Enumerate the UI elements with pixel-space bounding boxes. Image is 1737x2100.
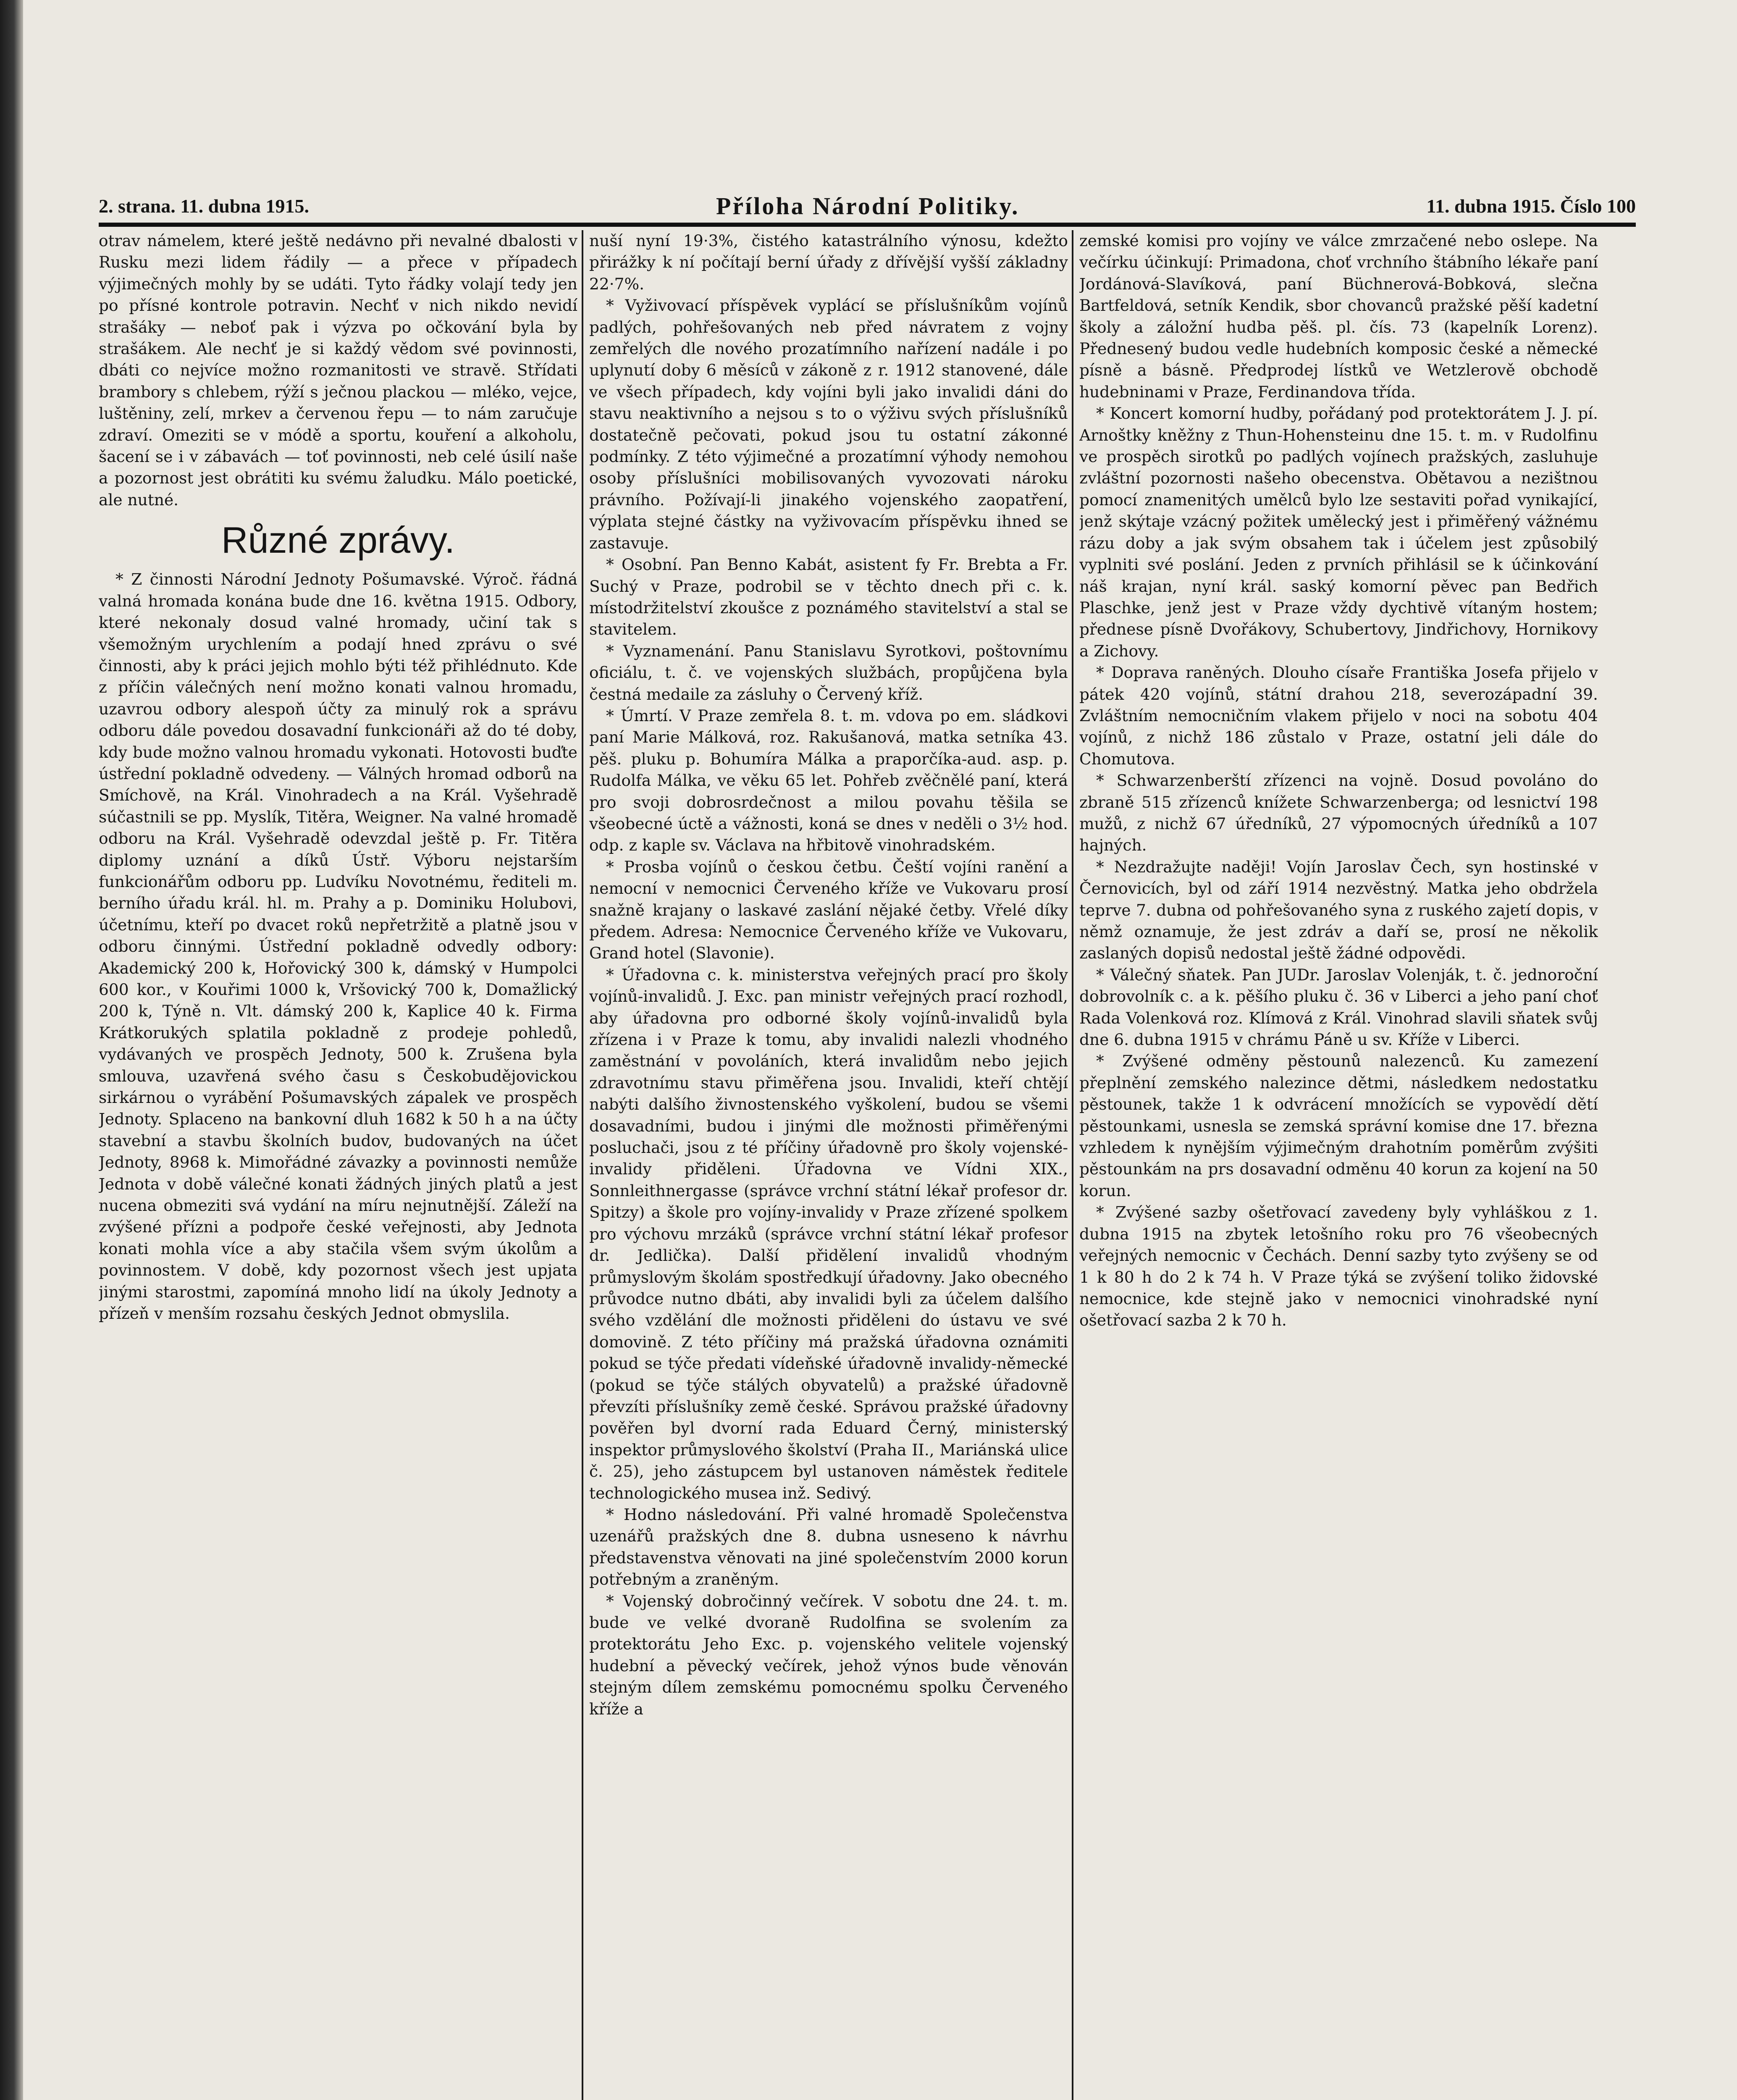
header-date-right: 11. dubna 1915. Číslo 100 [1426, 195, 1636, 217]
article-paragraph: zemské komisi pro vojíny ve válce zmrzačené nebo oslepe. Na večírku účinkují: Primadona, choť vrchního štábního lékaře paní Jordánová-Slavíková, paní Büchnerová-Bobková, slečna Bartfeldová, setník Kendik, sbor chovanců pražské pěší kadetní školy a záložní hudba pěš. pl. čís. 73 (kapelník Lorenz). Přednesený budou vedle hudebních komposic české a německé písně a básně. Předprodej lístků ve Wetzlerově obchodě hudebninami v Praze, Ferdinandova třída. [1079, 231, 1598, 401]
scan-edge [0, 0, 23, 2100]
article-paragraph: * Hodno následování. Při valné hromadě Společenstva uzenářů pražských dne 8. dubna usneseno k návrhu představenstva věnovati na jiné společenstvím 2000 korun potřebným a zraněným. [589, 1505, 1068, 1589]
header-date-left: 2. strana. 11. dubna 1915. [99, 195, 310, 217]
article-paragraph: * Úřadovna c. k. ministerstva veřejných prací pro školy vojínů-invalidů. J. Exc. pan ministr veřejných prací rozhodl, aby úřadovna pro odborné školy vojínů-invalidů byla zřízena i v Praze k tomu, aby invalidi nalezli vhodného zaměstnání v povoláních, která invalidům nebo jejich zdravotnímu stavu přiměřena jsou. Invalidi, kteří chtějí nabýti dalšího živnostenského vyškolení, budou se všemi dosavadními, budou i jinými dle možnosti přiměřenými posluchači, jsou z té příčiny úřadovně pro školy vojenské-invalidy přiděleni. Úřadovna ve Vídni XIX., Sonnleithnergasse (správce vrchní státní lékař profesor dr. Spitzy) a škole pro vojíny-invalidy v Praze zřízené spolkem pro výchovu mrzáků (správce vrchní státní lékař profesor dr. Jedlička). Další přidělení invalidů vhodným průmyslovým školám spostředkují úřadovny. Jako obecného průvodce nutno dbáti, aby invalidi byli za účelem dalšího svého vzdělání dle možnosti přiděleni do ústavu ve své domovině. Z této příčiny má pražská úřadovna oznámiti pokud se týče předati vídeňské úřadovně invalidy-německé (pokud se týče stálých obyvatelů) a pražské úřadovně převzíti příslušníky země české. Správou pražské úřadovny pověřen byl dvorní rada Eduard Černý, ministerský inspektor průmyslového školství (Praha II., Mariánská ulice č. 25), jeho zástupcem byl ustanoven náměstek ředitele technologického musea inž. Sedivý. [589, 965, 1068, 1502]
article-paragraph: * Nezdražujte naději! Vojín Jaroslav Čech, syn hostinské v Černovicích, byl od září 1914 nezvěstný. Matka jeho obdržela teprve 7. dubna od pohřešovaného syna z ruského zajetí dopis, v němž oznamuje, že jest zdráv a daří se, prosí ne několik zaslaných dopisů nedostal ještě žádné odpovědi. [1079, 857, 1598, 963]
page-header [99, 191, 1636, 220]
column-3 [1079, 230, 1598, 2100]
section-heading: Různé zprávy. [221, 519, 455, 561]
article-paragraph: * Prosba vojínů o českou četbu. Čeští vojíni ranění a nemocní v nemocnici Červeného kříže ve Vukovaru prosí snažně krajany o laskavé zaslání nějaké četby. Vřelé díky předem. Adresa: Nemocnice Červeného kříže ve Vukovaru, Grand hotel (Slavonie). [589, 857, 1068, 963]
article-paragraph: * Z činnosti Národní Jednoty Pošumavské. Výroč. řádná valná hromada konána bude dne 16. května 1915. Odbory, které nekonaly dosud valné hromady, učiní tak s všemožným urychlením a podají hned zprávu o své činnosti, aby k práci jejich mohlo býti též přihlédnuto. Kde z příčin válečných není možno konati valnou hromadu, uzavrou odbory alespoň účty za minulý rok a správu odboru dále povedou dosavadní funkcionáři až do té doby, kdy bude možno valnou hromadu vykonati. Hotovosti buďte ústřední pokladně odvedeny. — Válných hromad odborů na Smíchově, na Král. Vinohradech a na Král. Vyšehradě súčastnili se pp. Myslík, Titěra, Weigner. Na valné hromadě odboru na Král. Vyšehradě odevzdal ještě p. Fr. Titěra diplomy uznání a díků Ústř. Výboru nejstarším funkcionářům odboru pp. Ludvíku Novotnému, řediteli m. berního úřadu král. hl. m. Prahy a p. Dominiku Holubovi, účetnímu, kteří po dvacet roků nepřetržitě a platně jsou v odboru činnými. Ústřední pokladně odvedly odbory: Akademický 200 k, Hořovický 300 k, dámský v Humpolci 600 kor., v Kouřimi 1000 k, Vršovický 700 k, Domažlický 200 k, Týně n. Vlt. dámský 200 k, Kaplice 40 k. Firma Krátkorukých splatila pokladně z prodeje pohledů, vydávaných ve prospěch Jednoty, 500 k. Zrušena byla smlouva, uzavřená svého času s Českobudějovickou sirkárnou o vyrábění Pošumavských zápalek ve prospěch Jednoty. Splaceno na bankovní dluh 1682 k 50 h a na účty stavební a stavbu školních budov, budovaných na účet Jednoty, 8968 k. Mimořádné závazky a povinnosti nemůže Jednota v době válečné konati žádných jiných platů a jest nucena obmeziti svá vydání na míru nejnutnější. Záleží na zvýšené přízni a podpoře české veřejnosti, aby Jednota konati mohla více a aby stačila všem svým úkolům a povinnostem. V době, kdy pozornost všech jest upjata jinými starostmi, zapomíná mnoho lidí na úkoly Jednoty a přízeň v menším rozsahu českých Jednot obmyslila. [99, 570, 577, 1323]
article-paragraph: otrav námelem, které ještě nedávno při nevalné dbalosti v Rusku mezi lidem řádily — a přece v případech výjimečných mohly by se udáti. Tyto řádky volají tedy jen po přísné kontrole potravin. Nechť v nich nikdo nevidí strašáky — neboť pak i výzva po očkování byla by strašákem. Ale nechť je si každý vědom své povinnosti, dbáti co nejvíce možno rozmanitosti ve stravě. Střídati brambory s chlebem, rýží s ječnou plackou — mléko, vejce, luštěniny, zelí, mrkev a červenou řepu — to nám zaručuje zdraví. Omeziti se v módě a sportu, kouření a alkoholu, šacení se i v zábavách — toť povinnosti, neb celé úsilí naše a pozornost jest obrátiti ku svému žaludku. Málo poetické, ale nutné. [99, 231, 577, 509]
article-paragraph: nuší nyní 19·3%, čistého katastrálního výnosu, kdežto přirážky k ní počítají berní úřady z dřívější vyšší základny 22·7%. [589, 231, 1068, 293]
article-paragraph: * Válečný sňatek. Pan JUDr. Jaroslav Volenják, t. č. jednoroční dobrovolník c. a k. pěšího pluku č. 36 v Liberci a jeho paní choť Rada Volenková roz. Klímová z Král. Vinohrad slavili sňatek svůj dne 6. dubna 1915 v chrámu Páně u sv. Kříže v Liberci. [1079, 965, 1598, 1049]
article-paragraph: * Zvýšené sazby ošetřovací zavedeny byly vyhláškou z 1. dubna 1915 na zbytek letošního roku pro 76 všeobecných veřejných nemocnic v Čechách. Denní sazby tyto zvýšeny se od 1 k 80 h do 2 k 74 h. V Praze týká se zvýšení toliko židovské nemocnice, kde stejně jako v nemocnici vinohradské nyní ošetřovací sazba 2 k 70 h. [1079, 1203, 1598, 1330]
article-paragraph: * Zvýšené odměny pěstounů nalezenců. Ku zamezení přeplnění zemského nalezince dětmi, následkem nedostatku pěstounek, takže 1 k odvrácení množících se vypovědí dětí pěstounkami, usnesla se zemská správní komise dne 17. března vzhledem k nynějším výjimečným drahotním poměrům zvýšiti pěstounkám na prs dosavadní odměnu 40 korun za kojení na 50 korun. [1079, 1052, 1598, 1200]
article-paragraph: * Schwarzenberští zřízenci na vojně. Dosud povoláno do zbraně 515 zřízenců knížete Schwarzenberga; od lesnictví 198 mužů, z nichž 67 úředníků, 27 výpomocných úředníků a 107 hajných. [1079, 771, 1598, 855]
column-divider [1072, 230, 1073, 2100]
column-2 [589, 230, 1068, 2100]
masthead: Příloha Národní Politiky. [716, 192, 1020, 220]
column-divider [582, 230, 583, 2100]
header-rule [99, 223, 1636, 227]
article-paragraph: * Úmrtí. V Praze zemřela 8. t. m. vdova po em. sládkovi paní Marie Málková, roz. Rakušanová, matka setníka 43. pěš. pluku p. Bohumíra Málka a praporčíka-aud. asp. p. Rudolfa Málka, ve věku 65 let. Pohřeb zvěčnělé paní, která pro svoji dobrosrdečnost a milou povahu těšila se všeobecné úctě a vážnosti, koná se dnes v neděli o 3½ hod. odp. z kaple sv. Václava na hřbitově vinohradském. [589, 706, 1068, 855]
column-1 [99, 230, 577, 2100]
article-paragraph: * Vyživovací příspěvek vyplácí se příslušníkům vojínů padlých, pohřešovaných neb před návratem z vojny zemřelých dle nového prozatímního nařízení nadále i po uplynutí doby 6 měsíců v zákoně z r. 1912 stanovené, dále ve všech případech, kdy vojíni byli jako invalidi dáni do stavu neaktivního a nejsou s to o výživu svých příslušníků dostatečně pečovati, pokud jsou tu ostatní zákonné podmínky. Z této výjimečné a prozatímní výhody nemohou osoby příslušníci mobilisovaných vyvozovati nároku právního. Požívají-li jinakého vojenského zaopatření, výplata stejné částky na vyživovacím příspěvku ihned se zastavuje. [589, 296, 1068, 552]
article-paragraph: * Vojenský dobročinný večírek. V sobotu dne 24. t. m. bude ve velké dvoraně Rudolfina se svolením za protektorátu Jeho Exc. p. vojenského velitele vojenský hudební a pěvecký večírek, jehož výnos bude věnován stejným dílem zemskému pomocnému spolku Červeného kříže a [589, 1591, 1068, 1718]
article-paragraph: * Vyznamenání. Panu Stanislavu Syrotkovi, poštovnímu oficiálu, t. č. ve vojenských službách, propůjčena byla čestná medaile za zásluhy o Červený kříž. [589, 641, 1068, 704]
article-paragraph: * Osobní. Pan Benno Kabát, asistent fy Fr. Brebta a Fr. Suchý v Praze, podrobil se v těchto dnech při c. k. místodržitelství zkoušce z poznámého stavitelství a stal se stavitelem. [589, 555, 1068, 639]
article-paragraph: * Doprava raněných. Dlouho císaře Františka Josefa přijelo v pátek 420 vojínů, státní drahou 218, severozápadní 39. Zvláštním nemocničním vlakem přijelo v noci na sobotu 404 vojínů, z nichž 186 zůstalo v Praze, ostatní jeli dále do Chomutova. [1079, 663, 1598, 768]
article-paragraph: * Koncert komorní hudby, pořádaný pod protektorátem J. J. pí. Arnoštky kněžny z Thun-Hohensteinu dne 15. t. m. v Rudolfinu ve prospěch sirotků po padlých vojínech pražských, zasluhuje zvláštní pozornosti našeho obecenstva. Obětavou a nezištnou pomocí znamenitých umělců bylo lze sestaviti pořad vynikající, jenž skýtaje vzácný požitek umělecký jest i přiměřený vážnému rázu doby a jak svým obsahem tak i účelem jest způsobilý vyplniti své poslání. Jeden z prvních přihlásil se k účinkování náš krajan, nyní král. saský komorní pěvec pan Bedřich Plaschke, jenž jest v Praze vždy dychtivě vítaným hostem; přednese písně Dvořákovy, Schubertovy, Jindřichovy, Hornikovy a Zichovy. [1079, 404, 1598, 660]
